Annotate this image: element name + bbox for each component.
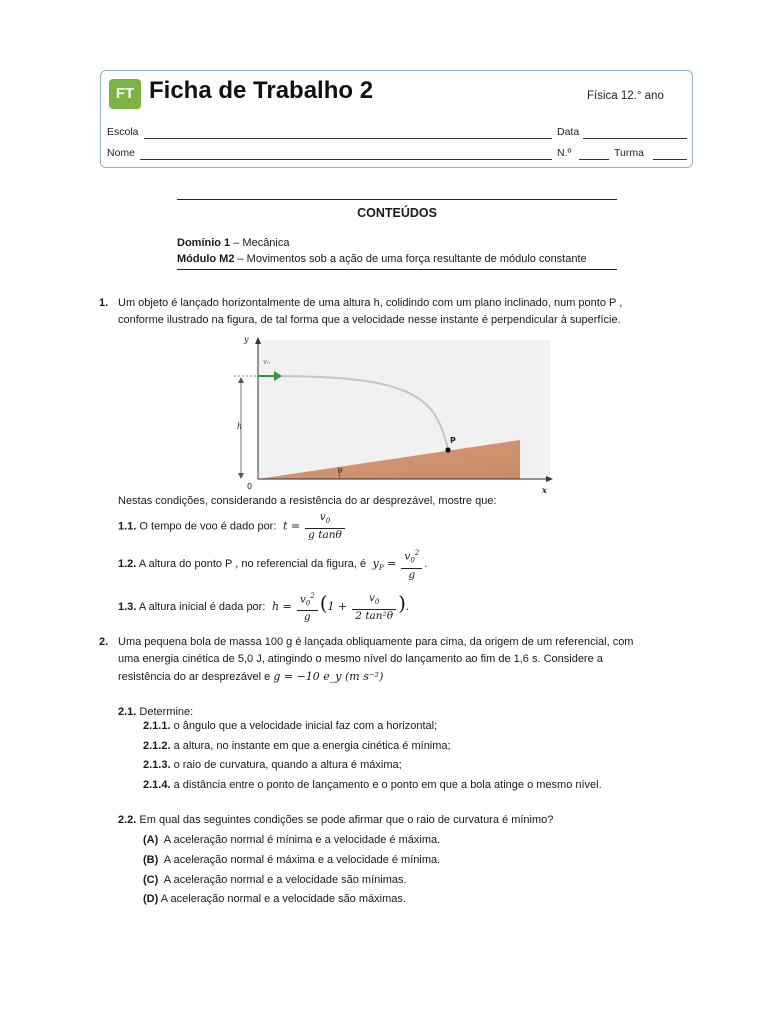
q2-1-2-number: 2.1.2. <box>143 740 171 752</box>
point-p-label: P <box>450 436 456 445</box>
option-c-key: (C) <box>143 874 159 886</box>
q2-1 <box>118 706 193 718</box>
q2-text-line3-wrap <box>118 670 383 683</box>
q2-1-3-text: o raio de curvatura, quando a altura é máxima; <box>173 759 402 771</box>
formula-yp-fraction: $\frac{v_0^2}{g}$ <box>401 547 422 582</box>
modulo-text: – Movimentos sob a ação de uma força resultante de módulo constante <box>237 253 587 265</box>
escola-row <box>107 126 687 140</box>
height-label: h <box>237 422 243 431</box>
escola-label: Escola <box>107 126 139 138</box>
q1-intro: Nestas condições, considerando a resistência do ar desprezável, mostre que: <box>118 495 497 507</box>
option-a-text: A aceleração normal é mínima e a velocidade é máxima. <box>163 834 441 846</box>
v0-label: v₀ <box>263 358 270 366</box>
option-a[interactable] <box>143 834 440 846</box>
q1-1-number: 1.1. <box>118 520 137 533</box>
conteudos-heading: CONTEÚDOS <box>357 206 437 220</box>
projectile-figure <box>228 334 558 496</box>
dominio-label: Domínio 1 <box>177 237 231 249</box>
q2-text-line2: uma energia cinética de 5,0 J, atingindo o mesmo nível do lançamento ao fim de 1,6 s. Considere a <box>118 653 603 665</box>
y-axis-label: y <box>244 335 249 344</box>
q1-1 <box>118 511 347 541</box>
height-arrow-head-top <box>238 377 244 383</box>
option-d-key: (D) <box>143 893 159 905</box>
option-d[interactable] <box>143 893 406 905</box>
q2-text-line3: resistência do ar desprezável e <box>118 671 271 683</box>
modulo-label: Módulo M2 <box>177 253 235 265</box>
q2-2-text: Em qual das seguintes condições se pode afirmar que o raio de curvatura é mínimo? <box>139 814 554 826</box>
numero-label: N.º <box>557 147 572 159</box>
q2-1-2-text: a altura, no instante em que a energia cinética é mínima; <box>173 740 451 752</box>
q1-2-number: 1.2. <box>118 558 137 571</box>
origin-label: 0 <box>247 482 253 491</box>
q2-1-4-text: a distância entre o ponto de lançamento e o ponto em que a bola atinge o mesmo nível. <box>173 779 602 791</box>
q2-1-3 <box>143 759 402 771</box>
q2-1-text: Determine: <box>139 706 194 718</box>
q2-1-number: 2.1. <box>118 706 137 718</box>
formula-yp: $y_P$ = <box>369 557 397 573</box>
formula-h-inner-fraction: $\frac{v_0}{\text{2 tan²θ}}$ <box>352 592 396 623</box>
option-b-text: A aceleração normal é máxima e a velocidade é mínima. <box>163 854 441 866</box>
q2-1-1-number: 2.1.1. <box>143 720 171 732</box>
formula-t-fraction: $\frac{v_0}{\text{g tanθ}}$ <box>305 511 345 542</box>
option-c-text: A aceleração normal e a velocidade são mínimas. <box>163 874 407 886</box>
x-axis-label: x <box>542 485 547 495</box>
divider <box>177 269 617 270</box>
option-c[interactable] <box>143 874 407 886</box>
q1-2: 1.2. A altura do ponto P , no referencial da figura, é $y_P$ = $\frac{v_0^2}{g}$ . <box>118 549 428 581</box>
theta-label: θ <box>338 466 343 475</box>
worksheet-title: Ficha de Trabalho 2 <box>149 77 374 104</box>
numero-field[interactable] <box>579 159 609 160</box>
formula-h-fraction: $\frac{v_0^2}{g}$ <box>297 590 318 625</box>
q2-1-4 <box>143 779 602 791</box>
nome-field[interactable] <box>140 159 552 160</box>
option-b-key: (B) <box>143 854 159 866</box>
q1-2-text: A altura do ponto P , no referencial da figura, é <box>138 558 367 571</box>
q2-2 <box>118 814 553 826</box>
q2-1-1 <box>143 720 437 732</box>
worksheet-header <box>100 70 693 168</box>
q1-3: 1.3. A altura inicial é dada por: h = $\frac{v_0^2}{g}$ (1 + $\frac{v_0}{\text{2 tan²θ}}$ ). <box>118 591 409 624</box>
q2-text-line1: Uma pequena bola de massa 100 g é lançada obliquamente para cima, da origem de um referencial, com <box>118 636 634 648</box>
q2-1-4-number: 2.1.4. <box>143 779 171 791</box>
option-b[interactable] <box>143 854 440 866</box>
gravity-expression: g = −10 e_y (m s⁻²) <box>273 670 384 683</box>
modulo-line <box>177 253 587 265</box>
height-arrow-head-bottom <box>238 473 244 479</box>
formula-h: h = <box>268 600 292 613</box>
q2-1-2 <box>143 740 451 752</box>
dominio-text: – Mecânica <box>233 237 290 249</box>
point-p-marker <box>445 447 450 452</box>
nome-row <box>107 147 687 161</box>
turma-field[interactable] <box>653 159 687 160</box>
option-a-key: (A) <box>143 834 159 846</box>
q2-2-number: 2.2. <box>118 814 137 826</box>
q2-1-1-text: o ângulo que a velocidade inicial faz com a horizontal; <box>173 720 438 732</box>
nome-label: Nome <box>107 147 136 159</box>
q1-3-text: A altura inicial é dada por: <box>138 601 266 613</box>
q1-3-number: 1.3. <box>118 601 137 613</box>
divider <box>177 199 617 200</box>
q2-1-3-number: 2.1.3. <box>143 759 171 771</box>
q1-text-line1: Um objeto é lançado horizontalmente de uma altura h, colidindo com um plano inclinado, num ponto P , <box>118 297 623 309</box>
ft-badge: FT <box>109 79 141 109</box>
data-label: Data <box>557 126 580 138</box>
q1-1-text: O tempo de voo é dado por: <box>139 520 277 533</box>
subject-label: Física 12.° ano <box>587 90 664 102</box>
escola-field[interactable] <box>144 138 552 139</box>
dominio-line <box>177 237 290 249</box>
turma-label: Turma <box>614 147 644 159</box>
data-field[interactable] <box>583 138 687 139</box>
option-d-text: A aceleração normal e a velocidade são máximas. <box>160 893 406 905</box>
q1-number: 1. <box>99 297 109 309</box>
q2-number: 2. <box>99 636 109 648</box>
q1-text-line2: conforme ilustrado na figura, de tal forma que a velocidade nesse instante é perpendicular à superfície. <box>118 314 621 326</box>
formula-t: t = <box>279 519 301 533</box>
